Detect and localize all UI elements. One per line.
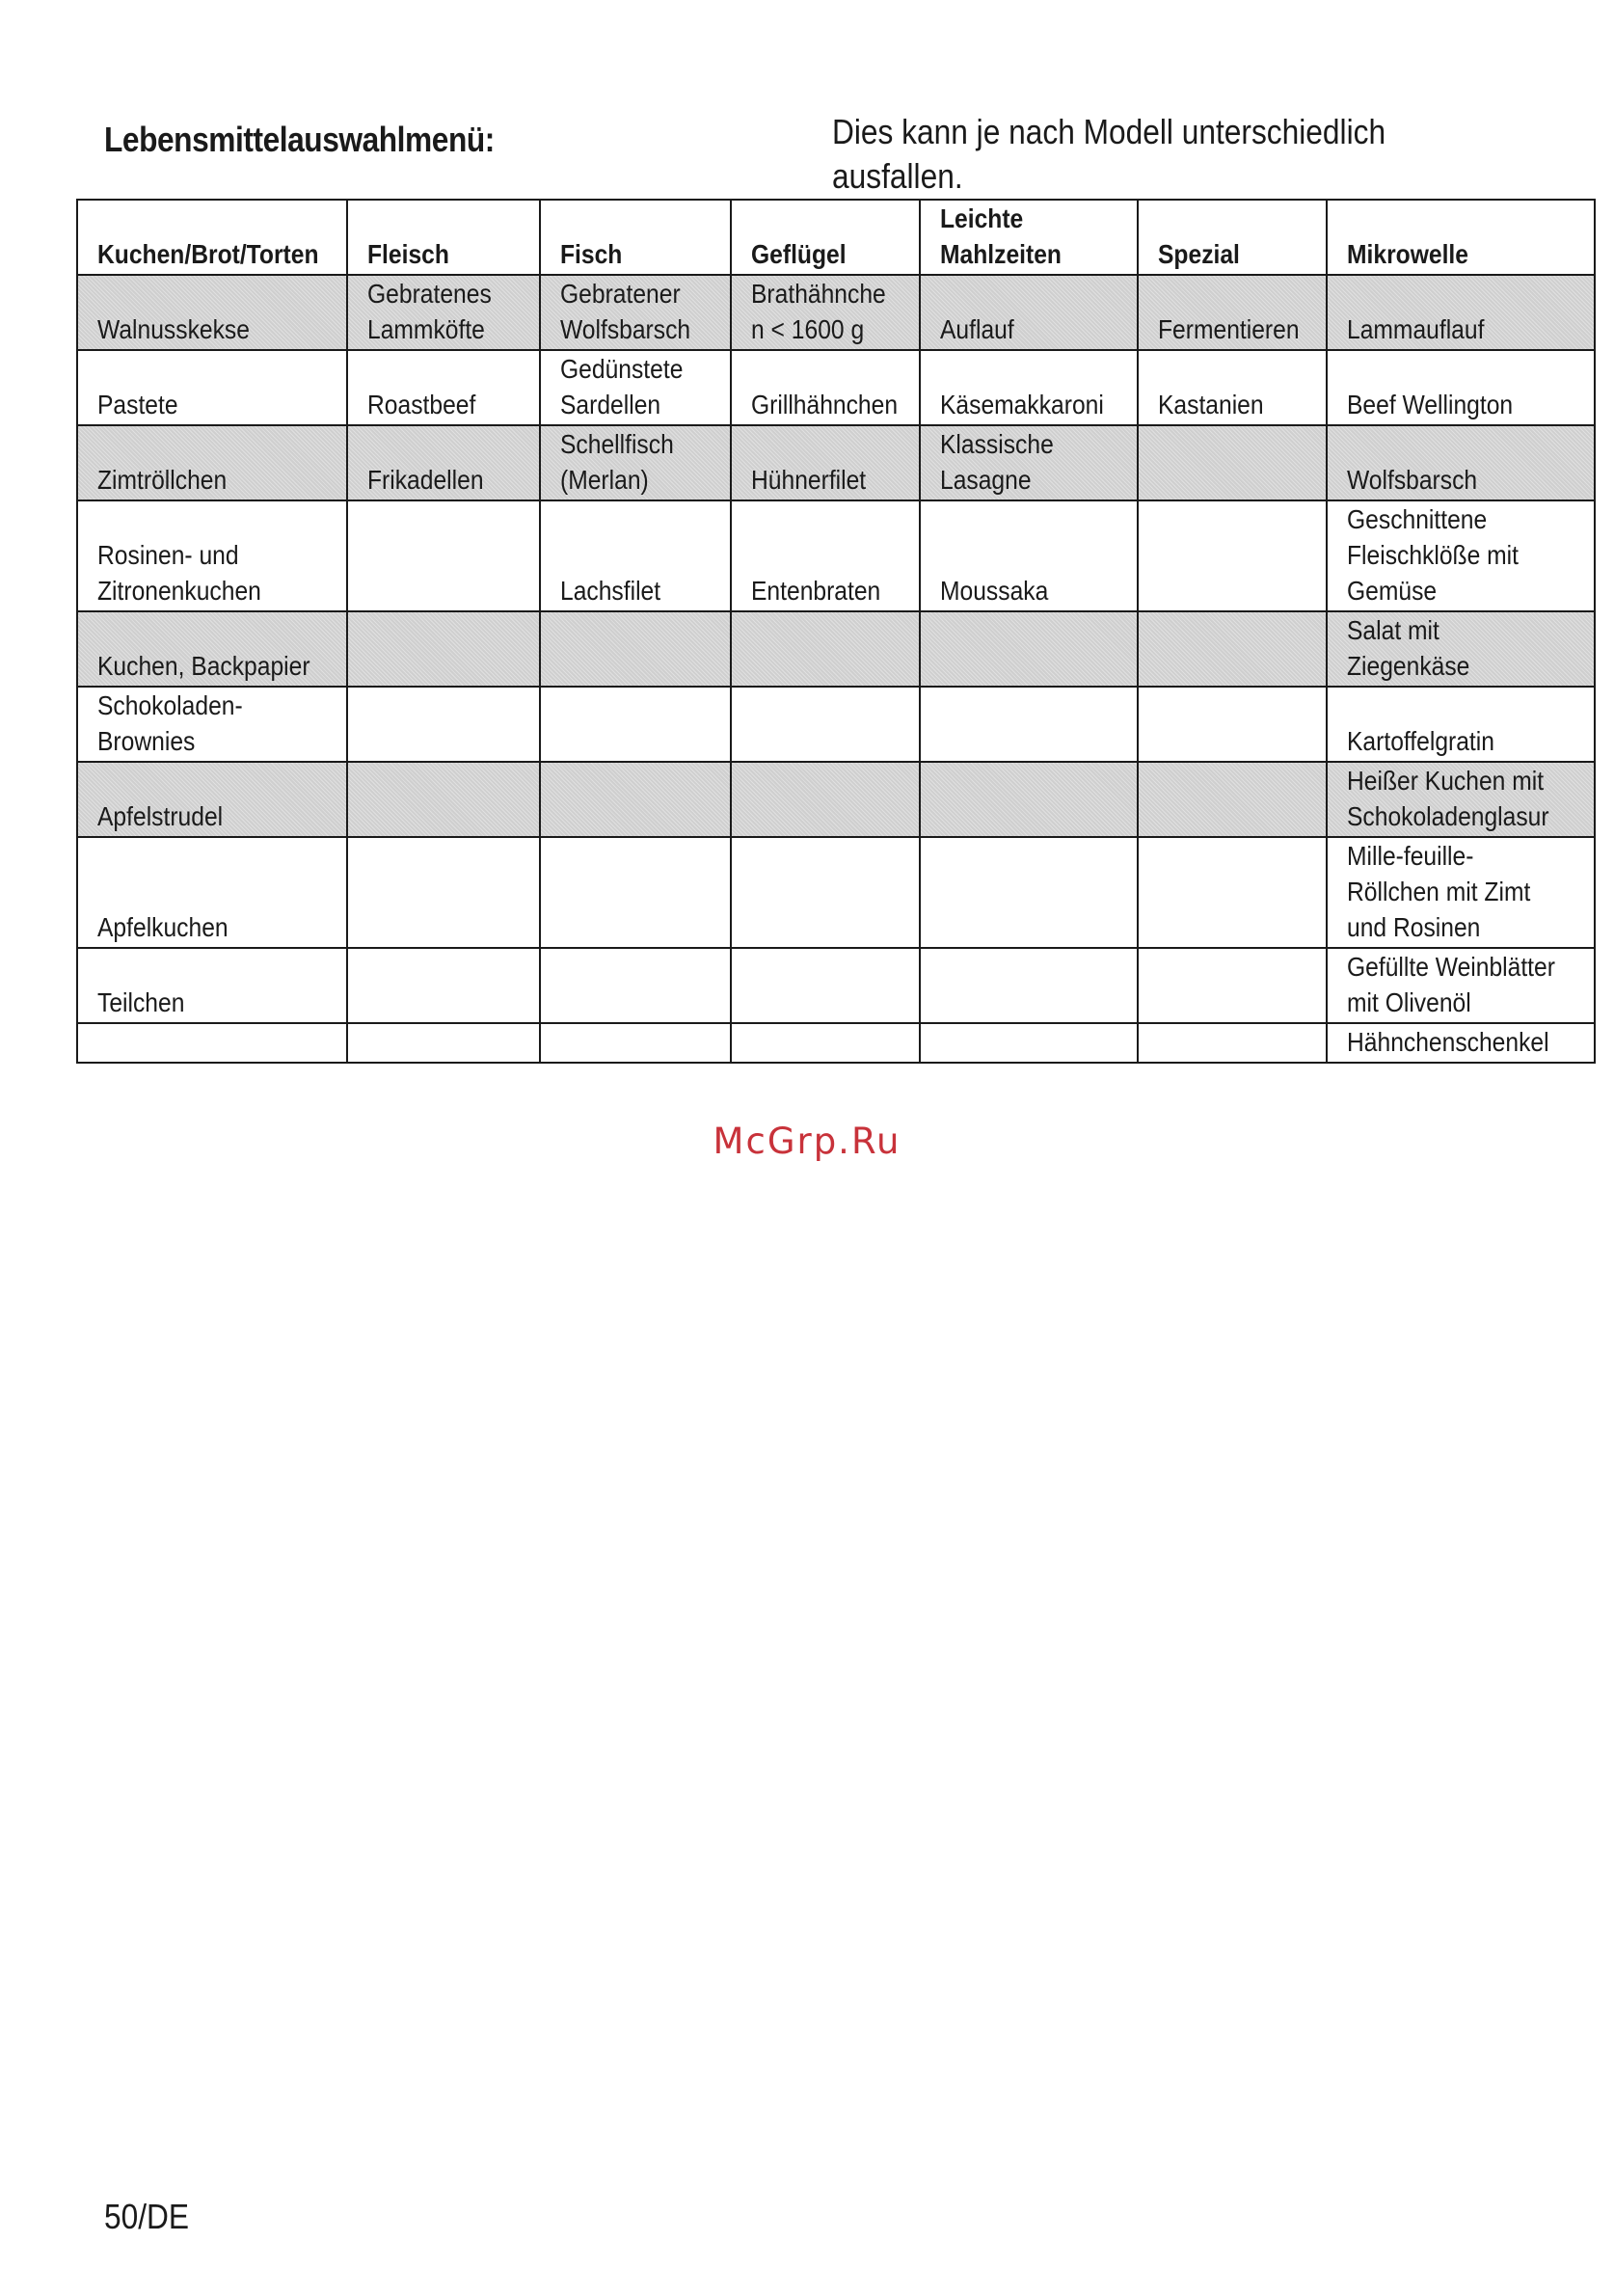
cell-text: Gefüllte Weinblätter [1347,952,1555,982]
cell-text: Käsemakkaroni [940,390,1104,419]
cell-text: Entenbraten [751,576,881,606]
table-cell [540,762,731,837]
cell-text: Fermentieren [1158,314,1300,344]
cell-text: Kastanien [1158,390,1264,419]
cell-text: Klassische [940,429,1054,459]
cell-text: Hühnerfilet [751,465,867,495]
header-text: Mikrowelle [1347,239,1468,269]
table-cell [920,500,1138,611]
table-cell [920,350,1138,425]
table-cell [1327,425,1595,500]
cell-text: Lachsfilet [560,576,661,606]
cell-text: Kartoffelgratin [1347,726,1494,756]
header-text: Fleisch [367,239,449,269]
table-cell [347,425,540,500]
table-cell [920,611,1138,687]
table-cell [731,687,920,762]
table-cell [731,350,920,425]
cell-text: Schellfisch [560,429,674,459]
cell-text: n < 1600 g [751,314,865,344]
header-poultry [731,200,920,275]
cell-text: mit Olivenöl [1347,987,1471,1017]
table-cell [920,837,1138,948]
table-cell [540,687,731,762]
header-text: Spezial [1158,239,1240,269]
cell-text: Brownies [97,726,196,756]
cell-text: Wolfsbarsch [560,314,691,344]
table-header-row [77,200,1595,275]
table-cell [1138,500,1327,611]
cell-text: Röllchen mit Zimt [1347,877,1531,906]
table-cell [1327,837,1595,948]
header-text: Geflügel [751,239,847,269]
cell-text: Hähnchenschenkel [1347,1027,1549,1057]
cell-text: (Merlan) [560,465,649,495]
table-cell [731,837,920,948]
table-cell [731,275,920,350]
cell-text: Brathähnche [751,279,886,309]
table-cell [1327,948,1595,1023]
table-cell [540,1023,731,1063]
cell-text: Lasagne [940,465,1032,495]
watermark: McGrp.Ru [713,1121,901,1162]
table-cell [347,350,540,425]
table-cell [1327,275,1595,350]
table-cell [77,762,347,837]
table-row [77,500,1595,611]
table-cell [540,948,731,1023]
cell-text: Salat mit [1347,615,1439,645]
table-cell [77,948,347,1023]
table-cell [1138,350,1327,425]
cell-text: Zitronenkuchen [97,576,261,606]
table-cell [1327,350,1595,425]
table-row [77,611,1595,687]
cell-text: Roastbeef [367,390,476,419]
cell-text: Lammköfte [367,314,485,344]
header-special [1138,200,1327,275]
table-cell [540,350,731,425]
table-cell [731,611,920,687]
table-cell [77,350,347,425]
cell-text: Pastete [97,390,178,419]
model-note: Dies kann je nach Modell unterschiedlich ausfallen. [832,112,1386,196]
table-cell [920,762,1138,837]
header-meat [347,200,540,275]
cell-text: Kuchen, Backpapier [97,651,310,681]
table-row [77,687,1595,762]
cell-text: Gebratener [560,279,681,309]
table-cell [1138,948,1327,1023]
table-row [77,350,1595,425]
table-cell [347,275,540,350]
header-text: Mahlzeiten [940,239,1062,269]
table-cell [1327,687,1595,762]
cell-text: Sardellen [560,390,661,419]
table-cell [540,425,731,500]
table-cell [1138,611,1327,687]
table-cell [1327,762,1595,837]
table-cell [347,762,540,837]
table-cell [1138,425,1327,500]
table-row [77,275,1595,350]
cell-text: Gemüse [1347,576,1438,606]
header-light-meals [920,200,1138,275]
table-cell [347,500,540,611]
cell-text: Gebratenes [367,279,492,309]
table-cell [731,762,920,837]
table-cell [1138,837,1327,948]
table-cell [77,275,347,350]
table-cell [347,837,540,948]
cell-text: Frikadellen [367,465,484,495]
table-cell [1327,1023,1595,1063]
cell-text: Teilchen [97,987,185,1017]
table-cell [920,1023,1138,1063]
table-cell [77,687,347,762]
page-title: Lebensmittelauswahlmenü: [104,120,495,159]
header-text: Fisch [560,239,623,269]
table-row [77,762,1595,837]
header-microwave [1327,200,1595,275]
cell-text: Apfelkuchen [97,912,229,942]
cell-text: Moussaka [940,576,1049,606]
table-cell [731,1023,920,1063]
table-row [77,837,1595,948]
cell-text: Wolfsbarsch [1347,465,1478,495]
cell-text: Fleischklöße mit [1347,540,1519,570]
table-cell [540,837,731,948]
table-cell [77,1023,347,1063]
table-row [77,948,1595,1023]
cell-text: Walnusskekse [97,314,250,344]
cell-text: Ziegenkäse [1347,651,1470,681]
cell-text: und Rosinen [1347,912,1481,942]
table-cell [1138,762,1327,837]
table-cell [1327,611,1595,687]
cell-text: Mille-feuille- [1347,841,1474,871]
table-cell [77,500,347,611]
header-text: Kuchen/Brot/Torten [97,239,319,269]
cell-text: Geschnittene [1347,504,1488,534]
table-cell [920,275,1138,350]
cell-text: Schokoladen- [97,690,243,720]
table-cell [731,425,920,500]
cell-text: Schokoladenglasur [1347,801,1549,831]
cell-text: Zimtröllchen [97,465,228,495]
table-row [77,425,1595,500]
table-cell [347,687,540,762]
page-number: 50/DE [104,2197,190,2236]
table-cell [540,275,731,350]
table-cell [540,500,731,611]
table-cell [920,948,1138,1023]
header-text: Leichte [940,203,1024,233]
cell-text: Gedünstete [560,354,684,384]
table-cell [347,948,540,1023]
table-cell [731,948,920,1023]
table-cell [1327,500,1595,611]
table-cell [1138,1023,1327,1063]
table-row [77,1023,1595,1063]
table-cell [1138,687,1327,762]
table-cell [1138,275,1327,350]
cell-text: Auflauf [940,314,1014,344]
food-selection-table [76,199,1596,1064]
table-cell [77,611,347,687]
table-cell [347,1023,540,1063]
cell-text: Apfelstrudel [97,801,224,831]
table-cell [77,837,347,948]
header-fish [540,200,731,275]
header-cakes-bread [77,200,347,275]
table-cell [920,425,1138,500]
cell-text: Beef Wellington [1347,390,1514,419]
table-cell [540,611,731,687]
cell-text: Grillhähnchen [751,390,899,419]
cell-text: Heißer Kuchen mit [1347,766,1545,796]
cell-text: Lammauflauf [1347,314,1485,344]
table-cell [731,500,920,611]
cell-text: Rosinen- und [97,540,239,570]
table-cell [347,611,540,687]
table-cell [920,687,1138,762]
table-cell [77,425,347,500]
